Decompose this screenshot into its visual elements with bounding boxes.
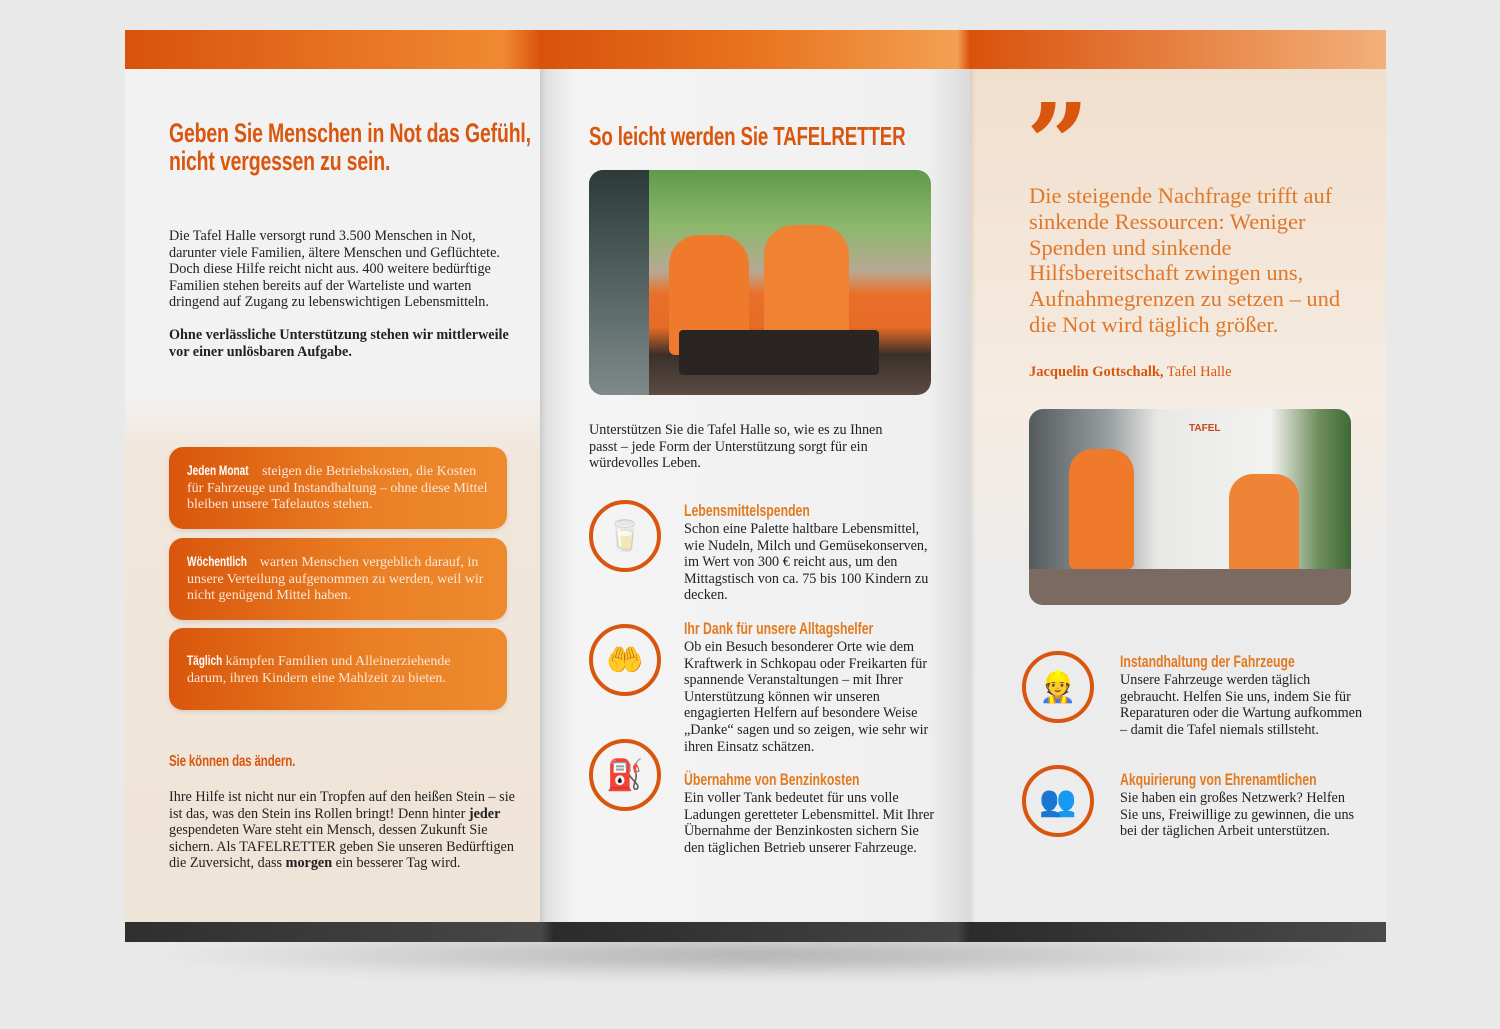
card-lead: Jeden Monat — [187, 462, 249, 478]
giving-hands-icon: 🤲 — [589, 624, 661, 696]
photo-crate — [679, 330, 879, 375]
photo-person-2 — [1229, 474, 1299, 584]
support-item-food — [684, 501, 934, 604]
quote-org: Tafel Halle — [1163, 364, 1232, 380]
quote-text: Die steigende Nachfrage trifft auf sinkende Ressourcen: Weniger Spenden und sinkende Hilfsbereitschaft zwingen uns, Aufnahmegrenzen zu setzen – und die Not wird täglich größer. — [1029, 183, 1341, 337]
card-lead: Wöchentlich — [187, 553, 247, 569]
item-text: Sie haben ein großes Netzwerk? Helfen Sie uns, Freiwillige zu gewinnen, die uns bei der täglichen Arbeit unterstützen. — [1120, 790, 1355, 840]
van-photo — [1029, 409, 1351, 605]
fuel-nozzle-icon: ⛽ — [589, 739, 661, 811]
change-text — [169, 789, 524, 872]
bold-text: morgen — [285, 855, 333, 872]
mechanic-icon: 👷 — [1022, 651, 1094, 723]
panel-left — [125, 69, 540, 922]
top-orange-bar — [125, 30, 1386, 69]
fact-card-monthly — [169, 447, 507, 529]
change-heading: Sie können das ändern. — [169, 753, 296, 770]
van-label: TAFEL — [1189, 423, 1221, 434]
trifold-brochure — [125, 30, 1386, 942]
card-text: kämpfen Familien und Alleinerziehende darum, ihren Kindern eine Mahlzeit zu bieten. — [187, 654, 451, 686]
fact-card-daily — [169, 628, 507, 710]
bottom-dark-bar — [125, 922, 1386, 942]
fact-card-weekly — [169, 538, 507, 620]
item-title: Ihr Dank für unsere Alltagshelfer — [684, 619, 874, 638]
item-text: Ob ein Besuch besonderer Orte wie dem Kraftwerk in Schkopau oder Freikarten für spannende Veranstaltungen – mit Ihrer Unterstützung können wir unseren engagierten Helfern auf besondere Weise „Danke“ sagen und so zeigen, wie sehr wir ihren Einsatz schätzen. — [684, 639, 929, 755]
quote-mark-icon: ” — [1026, 79, 1090, 208]
card-lead: Täglich — [187, 652, 223, 668]
photo-pavement — [1029, 569, 1351, 605]
photo-fridge — [589, 170, 649, 395]
headline-line-2: nicht vergessen zu sein. — [169, 146, 391, 176]
quote-attribution — [1029, 364, 1232, 381]
item-title: Instandhaltung der Fahrzeuge — [1120, 652, 1295, 671]
panel2-headline: So leicht werden Sie TAFELRETTER — [589, 121, 906, 151]
intro-text: Die Tafel Halle versorgt rund 3.500 Menschen in Not, darunter viele Familien, ältere Menschen und Geflüchtete. Doch diese Hilfe reicht nicht aus. 400 weitere bedürftige Familien stehen bereits auf der Warteliste und warten dringend auf Zugang zu lebenswichtigen Lebensmitteln. — [169, 228, 500, 311]
bold-text: jeder — [468, 805, 501, 822]
card-text: steigen die Betriebskosten, die Kosten für Fahrzeuge und Instandhaltung – ohne diese Mittel bleiben unsere Tafelautos stehen. — [187, 464, 488, 513]
headline-line-1: Geben Sie Menschen in Not das Gefühl, — [169, 118, 531, 148]
panel-right — [970, 69, 1386, 922]
text: Ihre Hilfe ist nicht nur ein Tropfen auf den heißen Stein – sie ist das, was den Stein ins Rollen bringt! Denn hinter — [169, 789, 515, 822]
volunteers-icon: 👥 — [1022, 765, 1094, 837]
quote-author: Jacquelin Gottschalk, — [1029, 364, 1164, 380]
card-text: warten Menschen vergeblich darauf, in unsere Verteilung aufgenommen zu werden, weil wir nicht genügend Mittel haben. — [187, 555, 484, 604]
support-item-volunteers — [1120, 770, 1355, 840]
item-title: Übernahme von Benzinkosten — [684, 770, 860, 789]
item-title: Lebensmittelspenden — [684, 501, 810, 520]
text: ein besserer Tag wird. — [332, 855, 461, 872]
food-donation-icon: 🥛 — [589, 500, 661, 572]
panel-middle — [540, 69, 970, 922]
support-item-maintenance — [1120, 652, 1365, 738]
support-item-thanks — [684, 619, 939, 755]
fold-line — [970, 69, 976, 922]
panel2-intro: Unterstützen Sie die Tafel Halle so, wie es zu Ihnen passt – jede Form der Unterstützung sorgt für ein würdevolles Leben. — [589, 422, 883, 472]
emphasis-text: Ohne verlässliche Unterstützung stehen wir mittlerweile vor einer unlösbaren Aufgabe. — [169, 327, 509, 360]
item-text: Ein voller Tank bedeutet für uns volle Ladungen geretteter Lebensmittel. Mit Ihrer Übernahme der Benzinkosten sichern Sie den täglichen Betrieb unserer Fahrzeuge. — [684, 790, 935, 856]
item-title: Akquirierung von Ehrenamtlichen — [1120, 770, 1317, 789]
support-item-fuel — [684, 770, 939, 856]
item-text: Schon eine Palette haltbare Lebensmittel, wie Nudeln, Milch und Gemüsekonserven, im Wert von 300 € reicht aus, um den Mittagstisch von ca. 75 bis 100 Kindern zu decken. — [684, 521, 929, 604]
panel1-headline — [169, 119, 531, 175]
text: gespendeten Ware steht ein Mensch, dessen Zukunft Sie sichern. Als TAFELRETTER geben Sie unseren Bedürftigen die Zuversicht, dass — [169, 822, 514, 872]
item-text: Unsere Fahrzeuge werden täglich gebraucht. Helfen Sie uns, indem Sie für Reparaturen oder die Wartung aufkommen – damit die Tafel niemals stillsteht. — [1120, 672, 1363, 738]
volunteers-photo — [589, 170, 931, 395]
fold-line — [540, 69, 546, 922]
photo-person-1 — [1069, 449, 1134, 569]
